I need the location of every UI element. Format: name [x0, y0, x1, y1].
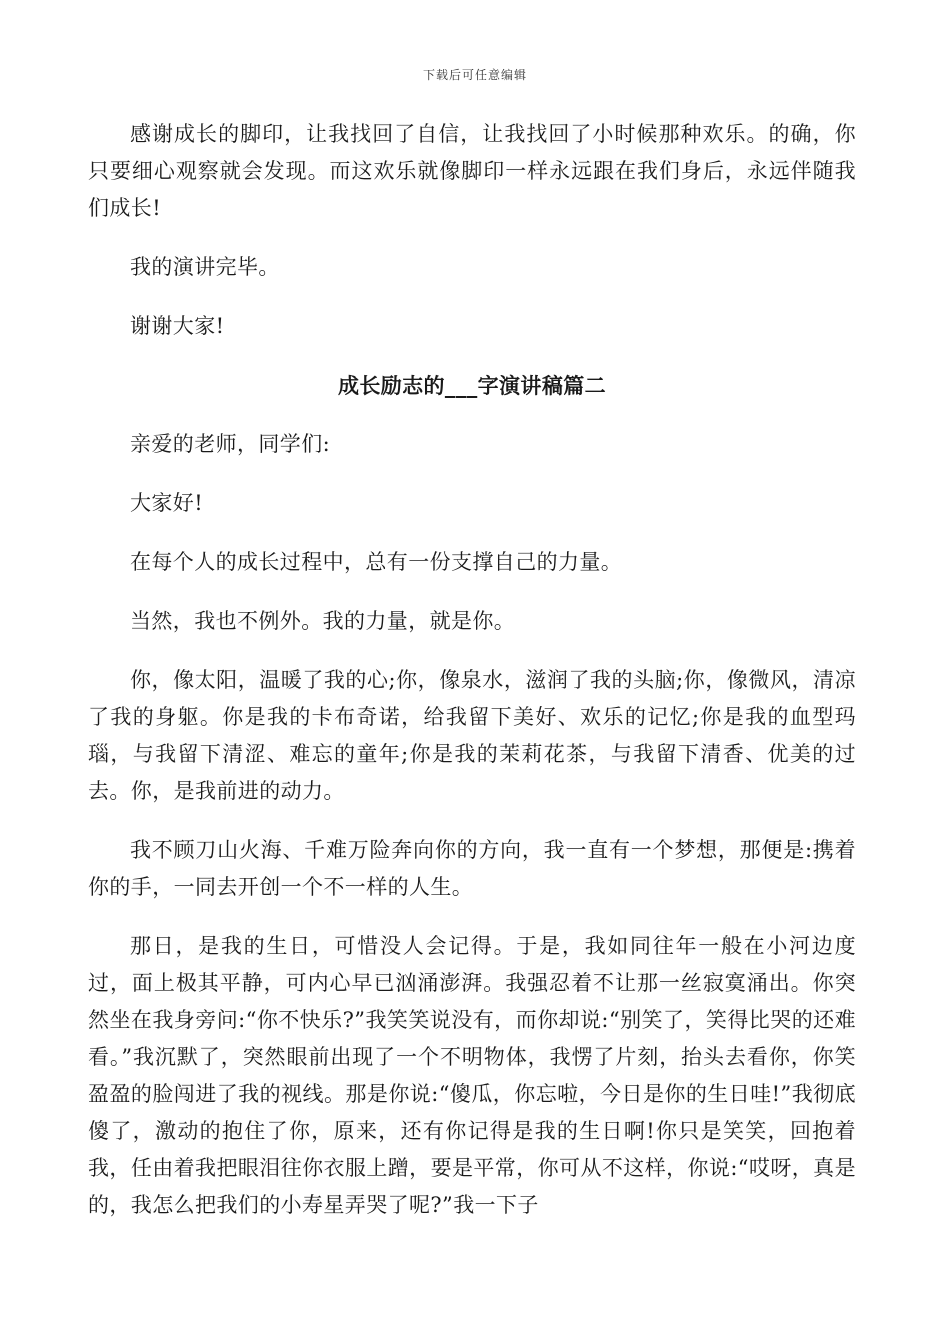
- paragraph-my-strength: 当然，我也不例外。我的力量，就是你。: [130, 609, 516, 633]
- paragraph-thanks: 谢谢大家!: [130, 314, 225, 338]
- paragraph-metaphors: 你，像太阳，温暖了我的心;你，像泉水，滋润了我的头脑;你，像微风，清凉了我的身躯。你是我的卡布奇诺，给我留下美好、欢乐的记忆;你是我的血型玛瑙，与我留下清涩、难忘的童年;你是我的茉莉花茶，与我留下清香、优美的过去。你，是我前进的动力。: [88, 668, 856, 803]
- paragraph-gratitude: 感谢成长的脚印，让我找回了自信，让我找回了小时候那种欢乐。的确，你只要细心观察就会发现。而这欢乐就像脚印一样永远跟在我们身后，永远伴随我们成长!: [88, 122, 856, 220]
- paragraph-salutation: 亲爱的老师，同学们:: [130, 432, 331, 456]
- document-body: [88, 116, 856, 1246]
- page-header-note: 下载后可任意编辑: [422, 68, 527, 82]
- paragraph-greeting: 大家好!: [130, 491, 204, 515]
- section-title: 成长励志的___字演讲稿篇二: [337, 373, 607, 398]
- paragraph-speech-end: 我的演讲完毕。: [130, 255, 280, 279]
- paragraph-birthday-story: 那日，是我的生日，可惜没人会记得。于是，我如同往年一般在小河边度过，面上极其平静，可内心早已汹涌澎湃。我强忍着不让那一丝寂寞涌出。你突然坐在我身旁问:“你不快乐?”我笑笑说没有，而你却说:“别笑了，笑得比哭的还难看。”我沉默了，突然眼前出现了一个不明物体，我愣了片刻，抬头去看你，你笑盈盈的脸闯进了我的视线。那是你说:“傻瓜，你忘啦，今日是你的生日哇!”我彻底傻了，激动的抱住了你，原来，还有你记得是我的生日啊!你只是笑笑，回抱着我，任由着我把眼泪往你衣服上蹭，要是平常，你可从不这样，你说:“哎呀，真是的，我怎么把我们的小寿星弄哭了呢?”我一下子: [88, 934, 856, 1217]
- paragraph-intro: 在每个人的成长过程中，总有一份支撑自己的力量。: [130, 550, 623, 574]
- paragraph-dream: 我不顾刀山火海、千难万险奔向你的方向，我一直有一个梦想，那便是:携着你的手，一同去开创一个不一样的人生。: [88, 838, 856, 899]
